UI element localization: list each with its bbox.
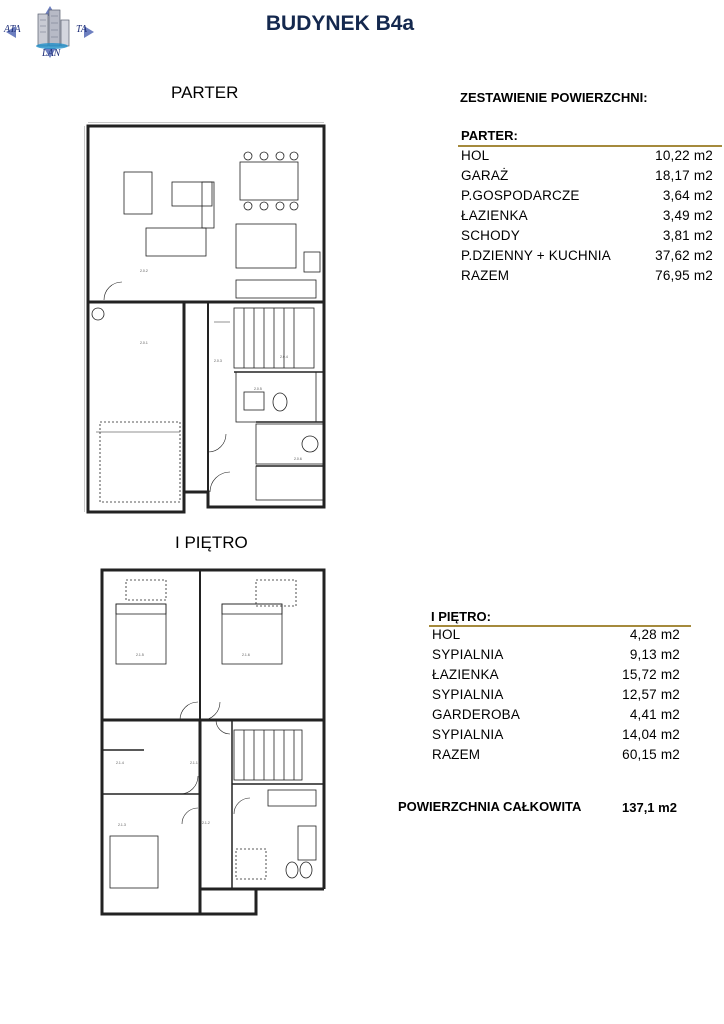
svg-text:2.1.6: 2.1.6 — [242, 653, 250, 657]
company-logo — [4, 4, 96, 60]
ground-summary-rule — [458, 145, 722, 147]
room-area: 3,49 m2 — [662, 208, 713, 223]
table-row — [432, 667, 680, 687]
svg-text:2.1.5: 2.1.5 — [136, 653, 144, 657]
room-name: SYPIALNIA — [432, 687, 504, 702]
total-area-value: 137,1 m2 — [622, 800, 677, 815]
room-area: 60,15 m2 — [622, 747, 680, 762]
svg-text:2.0.6: 2.0.6 — [294, 457, 302, 461]
room-name: RAZEM — [432, 747, 481, 762]
room-name: P.DZIENNY + KUCHNIA — [461, 248, 611, 263]
logo-text-bottom: LAN — [42, 48, 61, 59]
first-floor-label: I PIĘTRO — [175, 533, 248, 552]
room-name: RAZEM — [461, 268, 510, 283]
room-name: SCHODY — [461, 228, 520, 243]
ground-floor-plan — [84, 122, 332, 518]
table-row — [461, 248, 713, 268]
room-name: HOL — [461, 148, 490, 163]
svg-text:2.1.4: 2.1.4 — [116, 761, 124, 765]
room-area: 18,17 m2 — [655, 168, 713, 183]
room-area: 4,41 m2 — [629, 707, 680, 722]
room-name: P.GOSPODARCZE — [461, 188, 580, 203]
summary-heading: ZESTAWIENIE POWIERZCHNI: — [460, 90, 648, 105]
room-area: 15,72 m2 — [622, 667, 680, 682]
room-area: 12,57 m2 — [622, 687, 680, 702]
table-row — [432, 647, 680, 667]
room-name: GARAŻ — [461, 168, 509, 183]
logo-text-left: ATA — [4, 24, 21, 35]
table-row — [432, 747, 680, 767]
first-floor-plan — [96, 564, 330, 920]
svg-text:2.0.5: 2.0.5 — [254, 387, 262, 391]
table-row — [461, 188, 713, 208]
room-area: 37,62 m2 — [655, 248, 713, 263]
room-name: ŁAZIENKA — [432, 667, 499, 682]
ground-summary-table — [461, 148, 713, 288]
total-area-label: POWIERZCHNIA CAŁKOWITA — [398, 799, 582, 814]
table-row — [432, 707, 680, 727]
upper-summary-table — [432, 627, 680, 767]
room-area: 76,95 m2 — [655, 268, 713, 283]
room-name: SYPIALNIA — [432, 727, 504, 742]
room-name: HOL — [432, 627, 461, 642]
room-area: 14,04 m2 — [622, 727, 680, 742]
logo-text-right: TA — [76, 24, 87, 35]
svg-text:2.1.1: 2.1.1 — [190, 761, 198, 765]
room-name: GARDEROBA — [432, 707, 521, 722]
room-name: ŁAZIENKA — [461, 208, 528, 223]
svg-text:2.0.3: 2.0.3 — [214, 359, 222, 363]
room-area: 3,64 m2 — [662, 188, 713, 203]
svg-text:2.0.1: 2.0.1 — [140, 341, 148, 345]
upper-summary-heading: I PIĘTRO: — [431, 609, 491, 624]
page-title: BUDYNEK B4a — [265, 12, 415, 35]
table-row — [461, 208, 713, 228]
svg-text:2.1.3: 2.1.3 — [118, 823, 126, 827]
table-row — [461, 268, 713, 288]
room-area: 9,13 m2 — [629, 647, 680, 662]
table-row — [432, 727, 680, 747]
room-area: 4,28 m2 — [629, 627, 680, 642]
room-name: SYPIALNIA — [432, 647, 504, 662]
table-row — [461, 148, 713, 168]
table-row — [461, 168, 713, 188]
svg-text:2.0.4: 2.0.4 — [280, 355, 288, 359]
ground-floor-label: PARTER — [171, 83, 239, 102]
table-row — [461, 228, 713, 248]
svg-text:2.1.2: 2.1.2 — [202, 821, 210, 825]
table-row — [432, 627, 680, 647]
room-area: 3,81 m2 — [662, 228, 713, 243]
table-row — [432, 687, 680, 707]
svg-text:2.0.2: 2.0.2 — [140, 269, 148, 273]
room-area: 10,22 m2 — [655, 148, 713, 163]
ground-summary-heading: PARTER: — [461, 128, 518, 143]
